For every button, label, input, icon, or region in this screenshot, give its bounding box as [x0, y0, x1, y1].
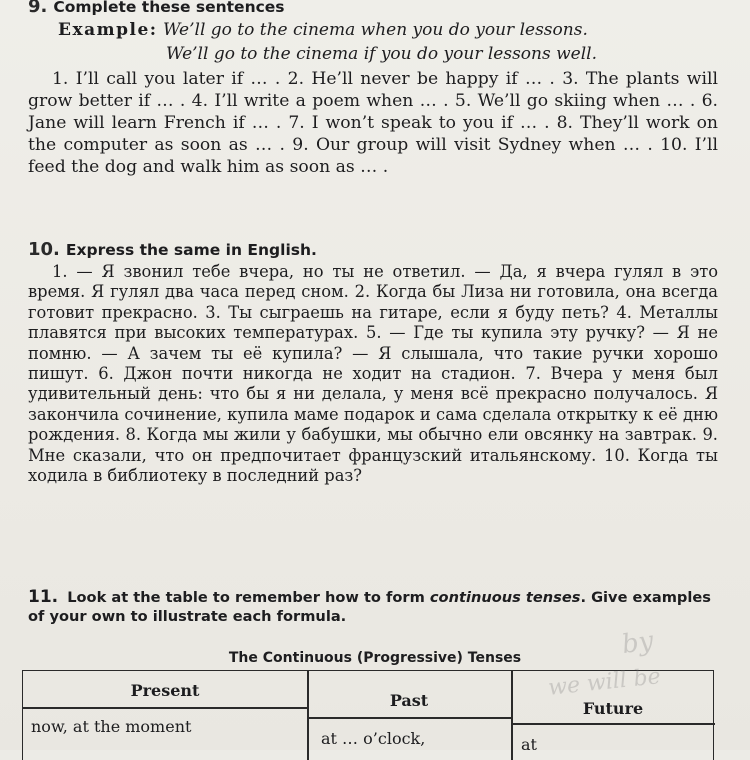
column-header-past: Past — [389, 691, 429, 710]
present-marker-cell: now, at the moment — [31, 717, 192, 736]
column-header-present: Present — [130, 681, 200, 700]
instruction-part-2: . Give examples of your own to illustrate each formula. — [28, 589, 711, 625]
exercise-11-number: 11. — [28, 587, 59, 607]
exercise-9-number: 9. — [28, 0, 48, 17]
past-marker-cell: at … o’clock, — [321, 729, 426, 748]
exercise-11-instruction — [28, 588, 718, 626]
pencil-note-by: by — [620, 625, 656, 661]
exercise-9-sentences: 1. I’ll call you later if … . 2. He’ll never be happy if … . 3. The plants will grow better if … . 4. I’ll write a poem when … . 5. We’ll go skiing when … . 6. Jane will learn French if … . 7. I won’t speak to you if … . 8. They’ll work on the computer as soon as … . 9. Our group will visit Sydney when … . 10. I’ll feed the dog and walk him as soon as … . — [28, 69, 718, 177]
future-marker-cell: at — [521, 735, 537, 754]
continuous-tenses-table — [22, 670, 714, 760]
exercise-9-header — [28, 0, 718, 17]
column-header-future: Future — [582, 699, 644, 718]
exercise-9-title: Complete these sentences — [53, 0, 285, 16]
exercise-10-sentences: 1. — Я звонил тебе вчера, но ты не ответил. — Да, я вчера гулял в это время. Я гулял два часа перед сном. 2. Когда бы Лиза ни готовила, она всегда готовит прекрасно. 3. Ты сыграешь на гитаре, если я буду петь? 4. Металлы плавятся при высоких температурах. 5. — Где ты купила эту ручку? — Я не помню. — А зачем ты её купила? — Я слышала, что такие ручки хорошо пишут. 6. Джон почти никогда не ходит на стадион. 7. Вчера у меня был удивительный день: что бы я ни делала, у меня всё прекрасно получалось. Я закончила сочинение, купила маме подарок и сама сделала открытку к её дню рождения. 8. Когда мы жили у бабушки, мы обычно ели овсянку на завтрак. 9. Мне сказали, что он предпочитает французский итальянскому. 10. Когда ты ходила в библиотеку в последний раз? — [28, 262, 718, 486]
exercise-9-example — [58, 18, 748, 66]
exercise-9-text — [28, 68, 718, 178]
example-line-1: We’ll go to the cinema when you do your lessons. — [162, 20, 588, 40]
instruction-part-1: Look at the table to remember how to form — [67, 589, 425, 606]
exercise-10-text — [28, 262, 718, 486]
pencil-note-we-will-be: we will be — [547, 664, 662, 701]
exercise-10-number: 10. — [28, 239, 60, 260]
instruction-emphasis: continuous tenses — [429, 589, 581, 606]
exercise-10-header — [28, 239, 718, 260]
table-title: The Continuous (Progressive) Tenses — [228, 650, 522, 666]
example-label: Example: — [58, 20, 158, 40]
exercise-10-title: Express the same in English. — [65, 241, 317, 259]
example-line-2: We’ll go to the cinema if you do your lessons well. — [166, 44, 598, 64]
